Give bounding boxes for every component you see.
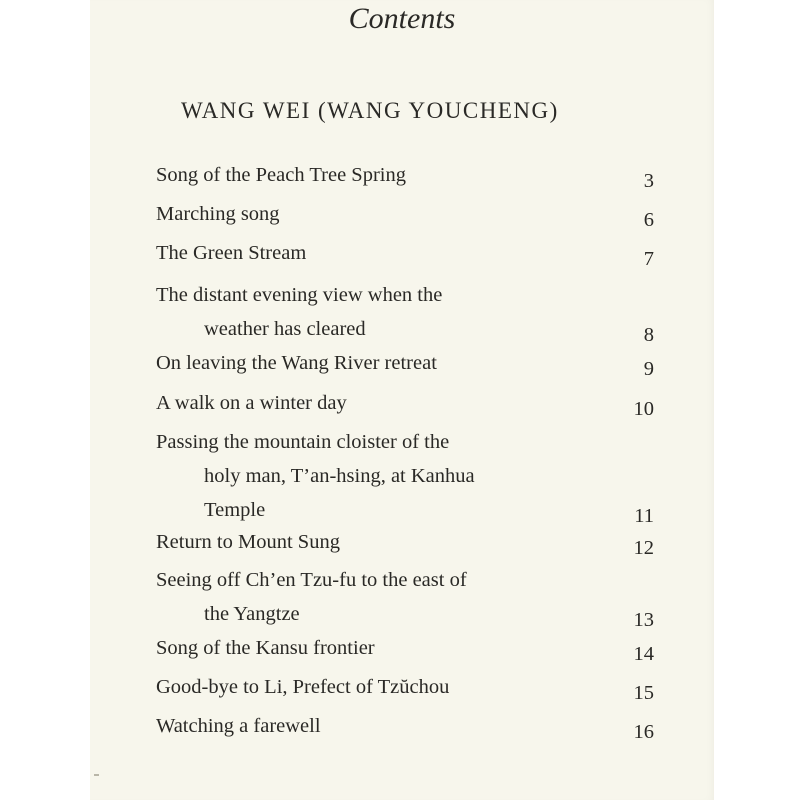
entry-title-line: A walk on a winter day: [156, 392, 347, 414]
entry-page-number: 13: [633, 609, 654, 631]
entry-title-line: The Green Stream: [156, 242, 307, 264]
toc-entry: [156, 158, 654, 192]
entry-title-line: On leaving the Wang River retreat: [156, 352, 437, 374]
entry-title-line: Temple: [204, 499, 266, 521]
entry-title-line: Good-bye to Li, Prefect of Tzŭchou: [156, 676, 450, 698]
toc-entry: [156, 670, 654, 704]
toc-entry: [156, 278, 654, 346]
toc-entry: [156, 197, 654, 231]
toc-entry: [156, 525, 654, 559]
toc-entry: [156, 236, 654, 270]
entry-title-line: Song of the Peach Tree Spring: [156, 164, 406, 186]
entry-page-number: 16: [633, 721, 654, 743]
entry-page-number: 14: [633, 643, 654, 665]
author-heading: WANG WEI (WANG YOUCHENG): [181, 98, 559, 123]
book-page: [90, 0, 714, 800]
toc-entry: [156, 709, 654, 743]
entry-title-line: Seeing off Ch’en Tzu-fu to the east of: [156, 569, 467, 591]
entry-page-number: 11: [634, 505, 654, 527]
entry-title-line: weather has cleared: [204, 318, 366, 340]
contents-heading: Contents: [348, 2, 456, 35]
entry-title-line: Marching song: [156, 203, 280, 225]
entry-title-line: The distant evening view when the: [156, 284, 443, 306]
toc-entry: [156, 563, 654, 631]
entry-page-number: 7: [643, 248, 654, 270]
entry-title-line: holy man, T’an-hsing, at Kanhua: [204, 465, 475, 487]
entry-page-number: 10: [633, 398, 654, 420]
paper-speck: [94, 774, 99, 776]
entry-title-line: Song of the Kansu frontier: [156, 637, 375, 659]
toc-entry: [156, 386, 654, 420]
entry-page-number: 12: [633, 537, 654, 559]
entry-page-number: 15: [633, 682, 654, 704]
entry-title-line: Passing the mountain cloister of the: [156, 431, 450, 453]
entry-page-number: 9: [643, 358, 654, 380]
toc-entry: [156, 346, 654, 380]
entry-page-number: 6: [643, 209, 654, 231]
toc-entry: [156, 631, 654, 665]
entry-page-number: 3: [643, 170, 654, 192]
entry-page-number: 8: [643, 324, 654, 346]
entry-title-line: the Yangtze: [204, 603, 300, 625]
entry-title-line: Watching a farewell: [156, 715, 321, 737]
toc-entry: [156, 425, 654, 527]
entry-title-line: Return to Mount Sung: [156, 531, 340, 553]
